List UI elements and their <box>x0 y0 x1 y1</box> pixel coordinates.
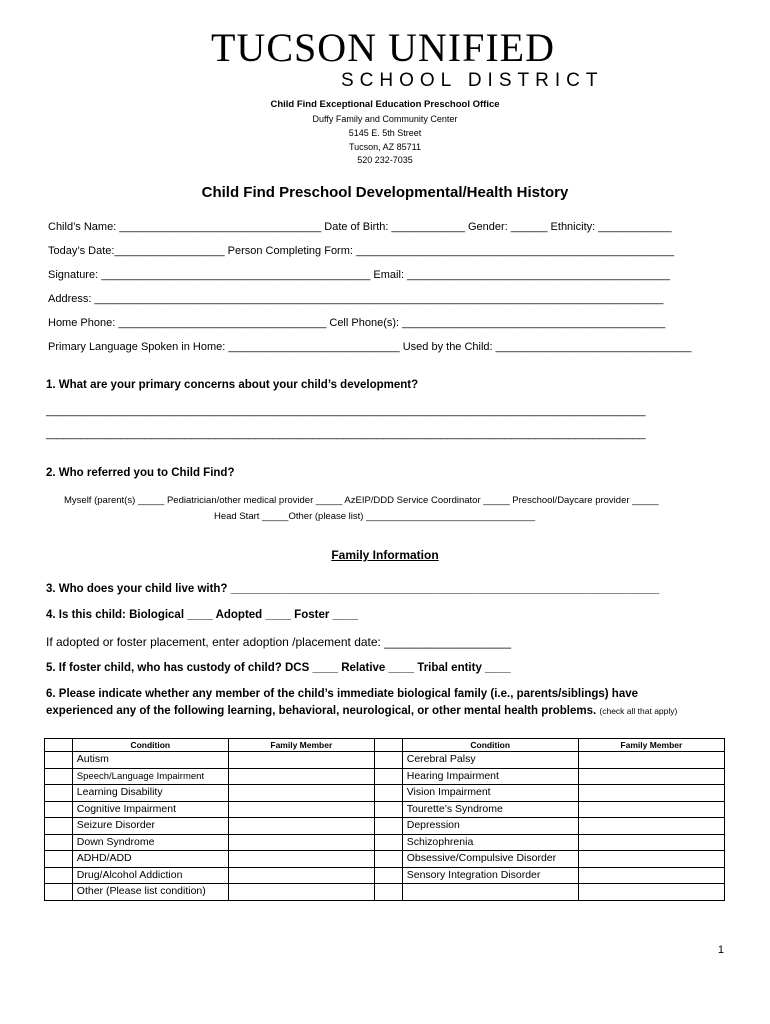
condition-checkbox[interactable] <box>374 801 402 818</box>
condition-cell: Drug/Alcohol Addiction <box>72 867 228 884</box>
table-row <box>45 851 725 868</box>
condition-cell: Other (Please list condition) <box>72 884 228 901</box>
condition-cell: Down Syndrome <box>72 834 228 851</box>
condition-checkbox[interactable] <box>45 768 73 785</box>
condition-checkbox[interactable] <box>374 785 402 802</box>
condition-checkbox[interactable] <box>45 801 73 818</box>
table-row <box>45 768 725 785</box>
concerns-line-1[interactable]: _______________________________________________________________________________________________________ <box>46 405 646 417</box>
family-member-cell[interactable] <box>578 752 724 769</box>
condition-checkbox[interactable] <box>45 834 73 851</box>
family-member-cell[interactable] <box>578 801 724 818</box>
condition-cell: Hearing Impairment <box>402 768 578 785</box>
table-row <box>45 834 725 851</box>
family-member-cell[interactable] <box>578 851 724 868</box>
family-member-cell[interactable] <box>228 818 374 835</box>
condition-checkbox[interactable] <box>45 785 73 802</box>
question-4[interactable]: 4. Is this child: Biological ____ Adopted ____ Foster ____ <box>46 609 359 621</box>
family-information-heading: Family Information <box>331 548 439 562</box>
referral-options-2[interactable]: Head Start _____Other (please list) ________________________________ <box>214 511 536 522</box>
question-5[interactable]: 5. If foster child, who has custody of child? DCS ____ Relative ____ Tribal entity ____ <box>46 662 511 674</box>
phone-row[interactable]: Home Phone: __________________________________ Cell Phone(s): ___________________________________________ <box>48 317 666 329</box>
family-member-header: Family Member <box>228 739 374 752</box>
family-member-cell[interactable] <box>578 884 724 901</box>
table-row <box>45 752 725 769</box>
question-2: 2. Who referred you to Child Find? <box>46 467 235 479</box>
condition-cell: Speech/Language Impairment <box>72 768 228 785</box>
condition-checkbox[interactable] <box>374 752 402 769</box>
checkbox-header <box>45 739 73 752</box>
family-member-header: Family Member <box>578 739 724 752</box>
family-member-cell[interactable] <box>228 752 374 769</box>
condition-cell: Vision Impairment <box>402 785 578 802</box>
table-row <box>45 884 725 901</box>
family-member-cell[interactable] <box>228 867 374 884</box>
family-member-cell[interactable] <box>228 851 374 868</box>
family-member-cell[interactable] <box>578 818 724 835</box>
office-phone: 520 232-7035 <box>357 155 413 165</box>
adoption-date-row[interactable]: If adopted or foster placement, enter adoption /placement date: ___________________ <box>46 635 512 649</box>
document-title: Child Find Preschool Developmental/Health History <box>201 184 569 201</box>
condition-cell: Depression <box>402 818 578 835</box>
family-member-cell[interactable] <box>228 801 374 818</box>
condition-cell <box>402 884 578 901</box>
table-row <box>45 801 725 818</box>
condition-checkbox[interactable] <box>45 752 73 769</box>
logo-main-text: TUCSON UNIFIED <box>211 25 555 70</box>
signature-email-row[interactable]: Signature: ____________________________________________ Email: ___________________________________________ <box>48 269 671 281</box>
date-completer-row[interactable]: Today’s Date:__________________ Person Completing Form: ____________________________________________________ <box>48 245 675 257</box>
check-all-note: (check all that apply) <box>599 706 678 716</box>
family-member-cell[interactable] <box>228 785 374 802</box>
family-member-cell[interactable] <box>228 768 374 785</box>
page-number: 1 <box>717 944 724 956</box>
condition-checkbox[interactable] <box>374 851 402 868</box>
office-center: Duffy Family and Community Center <box>312 114 458 124</box>
checkbox-header <box>374 739 402 752</box>
condition-cell: Cerebral Palsy <box>402 752 578 769</box>
office-street: 5145 E. 5th Street <box>348 128 422 138</box>
table-row <box>45 785 725 802</box>
conditions-table <box>44 738 725 901</box>
family-member-cell[interactable] <box>578 834 724 851</box>
concerns-line-2[interactable]: _______________________________________________________________________________________________________ <box>46 428 646 440</box>
question-6-line-2: experienced any of the following learning, behavioral, neurological, or other mental health problems. (check all that apply) <box>46 705 678 717</box>
condition-cell: Schizophrenia <box>402 834 578 851</box>
address-row[interactable]: Address: _____________________________________________________________________________________________ <box>48 293 664 305</box>
condition-checkbox[interactable] <box>374 818 402 835</box>
condition-checkbox[interactable] <box>374 834 402 851</box>
condition-cell: Learning Disability <box>72 785 228 802</box>
condition-checkbox[interactable] <box>45 818 73 835</box>
family-member-cell[interactable] <box>228 834 374 851</box>
table-row <box>45 867 725 884</box>
child-info-row[interactable]: Child’s Name: _________________________________ Date of Birth: ____________ Gender: ______ Ethnicity: ____________ <box>48 221 672 233</box>
language-row[interactable]: Primary Language Spoken in Home: ____________________________ Used by the Child: ________________________________ <box>48 341 692 353</box>
condition-cell: Cognitive Impairment <box>72 801 228 818</box>
condition-cell: Autism <box>72 752 228 769</box>
condition-checkbox[interactable] <box>374 768 402 785</box>
condition-header: Condition <box>402 739 578 752</box>
question-3[interactable]: 3. Who does your child live with? ___________________________________________________________________ <box>46 583 660 595</box>
condition-checkbox[interactable] <box>374 884 402 901</box>
condition-header: Condition <box>72 739 228 752</box>
district-logo <box>183 25 604 91</box>
logo-sub-text: SCHOOL DISTRICT <box>341 70 604 91</box>
conditions-header-row <box>45 739 725 752</box>
condition-cell: Sensory Integration Disorder <box>402 867 578 884</box>
family-member-cell[interactable] <box>578 867 724 884</box>
condition-cell: Tourette’s Syndrome <box>402 801 578 818</box>
referral-options-1[interactable]: Myself (parent(s) _____ Pediatrician/other medical provider _____ AzEIP/DDD Service Coordinator _____ Preschool/Daycare provider _____ <box>64 495 659 506</box>
question-6-line-1: 6. Please indicate whether any member of the child’s immediate biological family (i.e., parents/siblings) have <box>46 688 639 700</box>
condition-cell: Seizure Disorder <box>72 818 228 835</box>
condition-cell: ADHD/ADD <box>72 851 228 868</box>
condition-checkbox[interactable] <box>374 867 402 884</box>
condition-cell: Obsessive/Compulsive Disorder <box>402 851 578 868</box>
office-city: Tucson, AZ 85711 <box>348 142 422 152</box>
office-name: Child Find Exceptional Education Preschool Office <box>270 99 500 110</box>
condition-checkbox[interactable] <box>45 851 73 868</box>
question-1: 1. What are your primary concerns about your child’s development? <box>46 379 419 391</box>
condition-checkbox[interactable] <box>45 867 73 884</box>
table-row <box>45 818 725 835</box>
family-member-cell[interactable] <box>578 768 724 785</box>
family-member-cell[interactable] <box>578 785 724 802</box>
condition-checkbox[interactable] <box>45 884 73 901</box>
family-member-cell[interactable] <box>228 884 374 901</box>
